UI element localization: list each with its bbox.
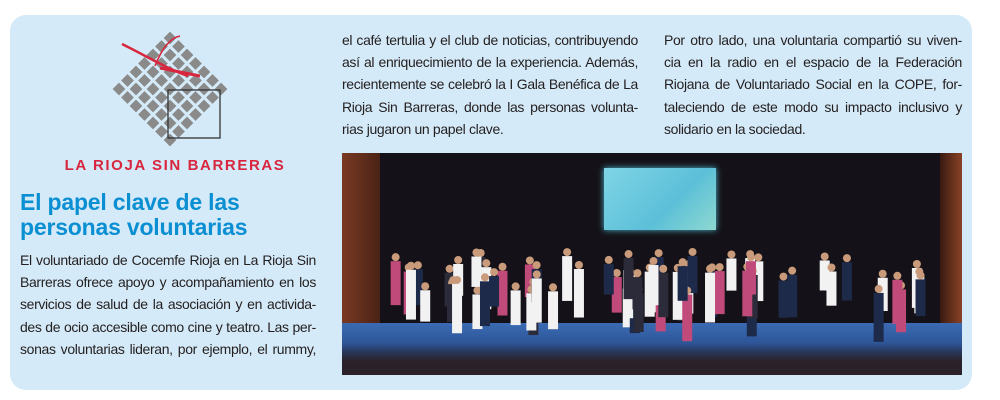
person-head — [659, 265, 667, 273]
person-head — [414, 261, 422, 269]
person-silhouette — [391, 261, 401, 305]
person-silhouette — [678, 266, 688, 301]
person-head — [655, 249, 663, 257]
text-line: El voluntariado de Cocemfe Rioja en La Rioja Sin — [20, 252, 316, 268]
person-head — [649, 257, 657, 265]
person-silhouette — [787, 275, 797, 318]
person-head — [727, 250, 735, 258]
text-line: Riojana de Voluntariado Social en la COPE, for- — [664, 76, 962, 93]
person-head — [679, 258, 687, 266]
person-silhouette — [916, 279, 926, 316]
article-title — [20, 190, 247, 240]
logo-brand-text: LA RIOJA SIN BARRERAS — [64, 157, 286, 174]
person-silhouette — [746, 261, 756, 294]
person-head — [533, 270, 541, 278]
person-head — [453, 276, 461, 284]
title-line: personas voluntarias — [20, 214, 248, 240]
person-head — [788, 267, 796, 275]
body-column-1 — [20, 249, 316, 360]
person-silhouette — [548, 291, 558, 329]
gala-stage-photo — [342, 153, 962, 375]
person-head — [472, 248, 480, 256]
body-column-2 — [342, 29, 638, 140]
text-line: Rioja Sin Barreras, donde las personas volunta- — [342, 98, 638, 115]
text-line: recientemente se celebró la I Gala Benéfica de La — [342, 76, 638, 93]
text-line: así al enriquecimiento de la experiencia. Además, — [342, 54, 638, 71]
person-silhouette — [778, 281, 788, 318]
person-silhouette — [826, 271, 836, 305]
person-head — [454, 256, 462, 264]
person-head — [716, 263, 724, 271]
person-head — [482, 259, 490, 267]
person-head — [563, 248, 571, 256]
person-head — [533, 261, 541, 269]
text-line: Por otro lado, una voluntaria compartió su viven- — [664, 32, 962, 48]
person-head — [875, 285, 883, 293]
person-silhouette — [842, 262, 852, 300]
person-silhouette — [715, 271, 725, 314]
person-head — [821, 252, 829, 260]
person-head — [879, 270, 887, 278]
person-silhouette — [532, 278, 542, 322]
text-line: cia en la radio en el espacio de la Federación — [664, 54, 962, 71]
person-head — [575, 261, 583, 269]
text-line: taleciendo de este modo su impacto inclusivo y — [664, 98, 962, 115]
person-silhouette — [489, 276, 499, 306]
person-silhouette — [658, 273, 668, 317]
person-silhouette — [420, 290, 430, 321]
person-head — [605, 256, 613, 264]
text-line: Barreras ofrece apoyo y acompañamiento en los — [20, 274, 316, 291]
person-silhouette — [892, 280, 902, 324]
person-silhouette — [874, 293, 884, 342]
person-head — [843, 254, 851, 262]
person-head — [446, 265, 454, 273]
text-line: el café tertulia y el club de noticias, contribuyendo — [342, 32, 638, 48]
person-head — [613, 269, 621, 277]
person-head — [407, 262, 415, 270]
person-silhouette — [632, 277, 642, 309]
person-head — [827, 263, 835, 271]
person-silhouette — [624, 258, 634, 299]
person-silhouette — [406, 270, 416, 320]
person-head — [689, 248, 697, 256]
person-head — [779, 273, 787, 281]
title-line: El papel clave de las — [20, 189, 240, 215]
person-silhouette — [471, 256, 481, 286]
person-head — [747, 253, 755, 261]
person-head — [481, 273, 489, 281]
person-silhouette — [452, 284, 462, 333]
person-head — [512, 282, 520, 290]
person-head — [893, 272, 901, 280]
person-head — [392, 253, 400, 261]
body-column-3 — [664, 29, 962, 140]
text-line: rias jugaron un papel clave. — [342, 120, 504, 137]
la-rioja-sin-barreras-logo — [110, 28, 230, 148]
person-head — [913, 260, 921, 268]
projection-screen — [604, 168, 716, 230]
person-head — [490, 268, 498, 276]
person-head — [421, 282, 429, 290]
person-head — [498, 263, 506, 271]
text-line: servicios de salud de la asociación y en activida- — [20, 296, 316, 313]
person-head — [706, 265, 714, 273]
person-silhouette — [480, 281, 490, 326]
text-line: solidario en la sociedad. — [664, 120, 806, 137]
person-silhouette — [574, 269, 584, 318]
person-head — [549, 283, 557, 291]
person-silhouette — [604, 264, 614, 295]
person-head — [526, 256, 534, 264]
person-head — [754, 253, 762, 261]
person-silhouette — [562, 256, 572, 301]
text-line: des de ocio accesible como cine y teatro. Las per- — [20, 318, 316, 335]
person-head — [633, 269, 641, 277]
group-of-volunteers — [342, 233, 962, 343]
audience — [342, 343, 962, 375]
person-silhouette — [705, 273, 715, 323]
person-head — [917, 271, 925, 279]
person-silhouette — [648, 265, 658, 305]
person-silhouette — [726, 258, 736, 290]
person-silhouette — [682, 295, 692, 342]
person-silhouette — [511, 290, 521, 325]
person-head — [625, 250, 633, 258]
text-line: sonas voluntarias lideran, por ejemplo, el rummy, — [20, 340, 316, 357]
